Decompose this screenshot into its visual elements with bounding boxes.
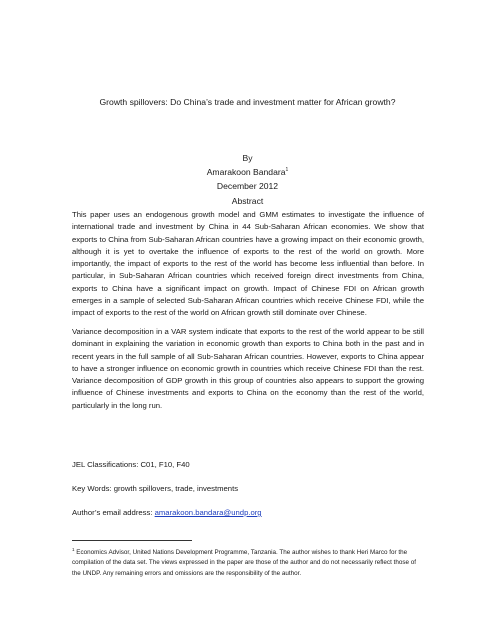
email-link[interactable]: amarakoon.bandara@undp.org [154,508,262,517]
jel-classifications: JEL Classifications: C01, F10, F40 [72,460,190,469]
by-line: By [242,153,253,163]
footnote-text: Economics Advisor, United Nations Development Programme, Tanzania. The author wishes to thank Heri Marco for the compilation of the data set. The views expressed in the paper are those of the author and do not necessarily reflect those of the UNDP. Any remaining errors and omissions are the responsibility of the author. [72,549,416,577]
abstract-heading: Abstract [231,196,264,206]
author-name [0,167,495,177]
abstract-paragraph-1: This paper uses an endogenous growth model and GMM estimates to investigate the influence of international trade and investment by China in 44 Sub-Saharan African economies. We show that exports to China from Sub-Saharan African countries have a growing impact on their economic growth, although it is yet to overtake the influence of exports to the rest of the world on growth. More importantly, the impact of exports to the rest of the world has become less influential than before. In particular, in Sub-Saharan African countries which received foreign direct investments from China, exports to China have a significant impact on growth. Impact of Chinese FDI on African growth emerges in a sample of selected Sub-Saharan African countries which receive Chinese FDI, while the impact of exports to the rest of the world on African growth still dominate over Chinese. [72,210,424,318]
footnote-separator [72,540,192,541]
footnote-mark: 1 [72,547,75,552]
publication-date: December 2012 [216,181,279,191]
email-label: Author’s email address: [72,508,155,517]
abstract-paragraph-2: Variance decomposition in a VAR system indicate that exports to the rest of the world appear to be still dominant in explaining the variation in economic growth than exports to China both in the past and in recent years in the full sample of all Sub-Saharan African countries. However, exports to China appear to have a stronger influence on economic growth in countries which receive Chinese FDI than the rest. Variance decomposition of GDP growth in this group of countries also appears to support the growing influence of Chinese investments and exports to China on the economy than the rest of the world, particularly in the long run. [72,327,424,410]
keywords: Key Words: growth spillovers, trade, investments [72,484,239,493]
paper-title: Growth spillovers: Do China’s trade and investment matter for African growth? [99,97,396,107]
author-footnote-mark[interactable]: 1 [285,167,289,173]
footnote [72,548,424,579]
author-email-line [72,508,262,517]
author-name-text: Amarakoon Bandara [206,167,286,177]
